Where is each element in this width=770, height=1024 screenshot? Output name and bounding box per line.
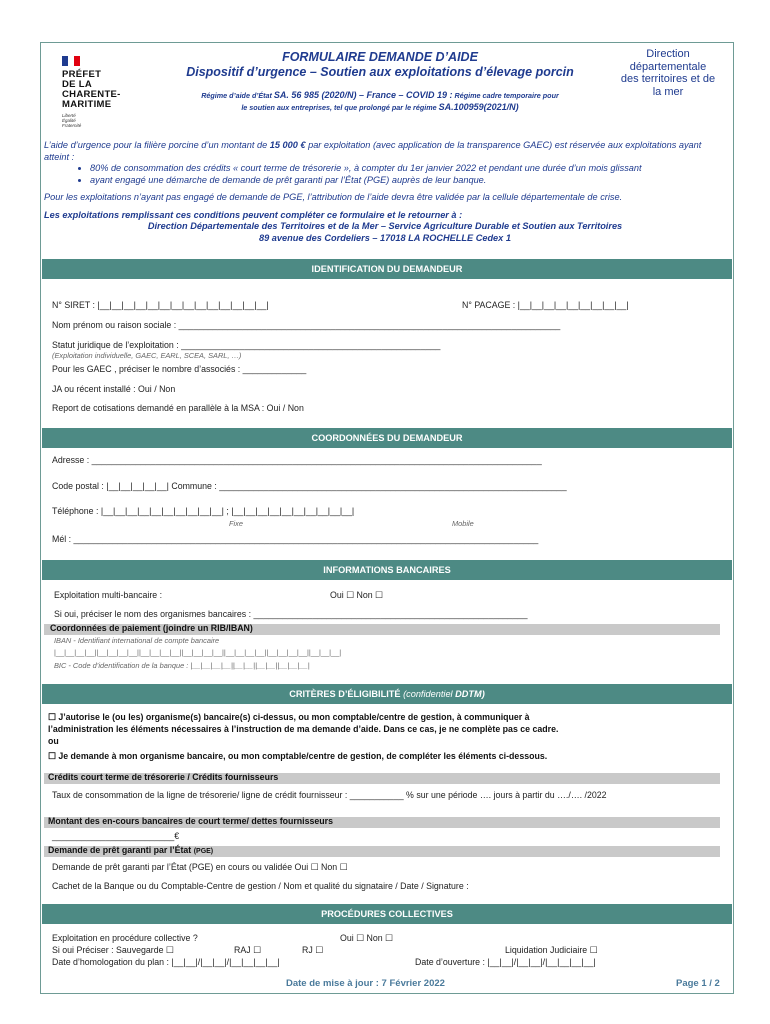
criteria-item: • ayant engagé une démarche de demande de prêt garanti par l’État (PGE) auprès de leur banque. [90,175,726,187]
page-number: Page 1 / 2 [676,978,720,989]
criteres-confidentiel: (confidentiel [403,689,456,699]
taux-field[interactable]: Taux de consommation de la ligne de trésorerie/ ligne de crédit fournisseur : ___________ % sur une période …. jours à partir du …./…. /2022 [52,790,607,800]
intro-text: L’aide d’urgence pour la filière porcine d’un montant de [44,140,270,150]
regime-ref: SA.100959(2021/N) [438,102,519,112]
iban-field[interactable]: |__|__|__|__||__|__|__|__||__|__|__|__||__|__|__|__||__|__|__|__||__|__|__|__||__|__|__| [54,648,342,657]
motto [62,113,81,128]
criteres-ddtm: DDTM) [455,689,485,699]
motto-line: Égalité [62,118,76,123]
section-bancaires: INFORMATIONS BANCAIRES [42,560,732,580]
coord-paiement-title: Coordonnées de paiement (joindre un RIB/IBAN) [50,623,253,633]
organismes-field[interactable]: Si oui, préciser le nom des organismes bancaires : ________________________________________________________ [54,609,528,619]
return-address-1: Direction Départementale des Territoires et de la Mer – Service Agriculture Durable et Soutien aux Territoires [147,221,623,231]
credits-title: Crédits court terme de trésorerie / Crédits fournisseurs [48,772,279,782]
ou-label: ou [48,736,59,746]
iban-label: IBAN - Identifiant international de compte bancaire [54,636,220,645]
statut-hint: (Exploitation individuelle, GAEC, EARL, SCEA, SARL, …) [52,351,242,360]
section-criteres [42,684,732,704]
siret-field[interactable]: N° SIRET : |__|__|__|__|__|__|__|__|__|__|__|__|__|__| [52,300,269,310]
regime-ref: SA. 56 985 (2020/N) – France – COVID 19 : [273,90,453,100]
montant-title: Montant des en-cours bancaires de court terme/ dettes fournisseurs [48,816,333,826]
intro-p2: Pour les exploitations n’ayant pas engagé de demande de PGE, l’attribution de l’aide devra être validée par la cellule départementale de crise. [44,192,623,202]
pge-field[interactable]: Demande de prêt garanti par l’État (PGE) en cours ou validée Oui ☐ Non ☐ [52,862,348,872]
pge-title [48,845,213,855]
direction-line: départementale [629,60,707,73]
mobile-label: Mobile [452,519,474,528]
section-procedures: PROCÉDURES COLLECTIVES [42,904,732,924]
rj-checkbox[interactable]: RJ ☐ [302,945,324,955]
autorisation-checkbox-line1[interactable]: ☐ J’autorise le (ou les) organisme(s) bancaire(s) ci-dessus, ou mon comptable/centre de gestion, à communiquer à [48,712,530,722]
telephone-field[interactable]: Téléphone : |__|__|__|__|__|__|__|__|__|__| ; |__|__|__|__|__|__|__|__|__|__| [52,506,355,516]
section-identification: IDENTIFICATION DU DEMANDEUR [42,259,732,279]
regime-text: Régime cadre temporaire pour [452,91,559,100]
motto-line: Liberté [62,113,76,118]
marianne-logo [62,56,82,66]
prefet-line: DE LA [62,79,92,90]
adresse-field[interactable]: Adresse : ____________________________________________________________________________________________ [52,455,542,465]
raj-checkbox[interactable]: RAJ ☐ [234,945,261,955]
procedure-choice[interactable]: Oui ☐ Non ☐ [340,933,393,943]
pacage-field[interactable]: N° PACAGE : |__|__|__|__|__|__|__|__|__| [462,300,629,310]
prefet-block [62,70,121,110]
sauvegarde-checkbox[interactable]: Si oui Préciser : Sauvegarde ☐ [52,945,174,955]
regime-text: le soutien aux entreprises, tel que prolongé par le régime [241,103,439,112]
intro-p3: Les exploitations remplissant ces conditions peuvent compléter ce formulaire et le retourner à : [44,209,463,220]
demande-checkbox[interactable]: ☐ Je demande à mon organisme bancaire, ou mon comptable/centre de gestion, de compléter les éléments ci-dessous. [48,751,548,761]
direction-line: des territoires et de [620,73,716,85]
update-date: Date de mise à jour : 7 Février 2022 [286,978,445,989]
regime-text: Régime d’aide d’État [201,91,274,100]
regime-line-2 [150,102,610,112]
montant-field[interactable]: _________________________€ [52,831,180,841]
fixe-label: Fixe [229,519,243,528]
ja-field[interactable]: JA ou récent installé : Oui / Non [52,384,176,394]
form-subtitle: Dispositif d’urgence – Soutien aux exploitations d’élevage porcin [186,65,574,79]
cachet-field[interactable]: Cachet de la Banque ou du Comptable-Centre de gestion / Nom et qualité du signataire / Date / Signature : [52,881,469,891]
prefet-line: MARITIME [62,99,112,110]
motto-line: Fraternité [62,123,82,128]
gaec-field[interactable]: Pour les GAEC , préciser le nombre d’associés : _____________ [52,364,307,374]
criteria-item: • 80% de consommation des crédits « court terme de trésorerie », à compter du 1er janvier 2022 et pendant une durée d’un mois glissant [90,163,726,175]
nom-field[interactable]: Nom prénom ou raison sociale : ______________________________________________________________________________ [52,320,561,330]
direction-line: Direction [646,48,690,60]
statut-field[interactable]: Statut juridique de l’exploitation : _____________________________________________________ [52,340,441,350]
intro-block [44,140,726,244]
code-postal-field[interactable]: Code postal : |__|__|__|__|__| Commune : _______________________________________________________________________ [52,481,567,491]
report-field[interactable]: Report de cotisations demandé en parallèle à la MSA : Oui / Non [52,403,304,413]
multi-bancaire-choice[interactable]: Oui ☐ Non ☐ [330,590,383,600]
liquidation-checkbox[interactable]: Liquidation Judiciaire ☐ [505,945,598,955]
procedure-label: Exploitation en procédure collective ? [52,933,198,943]
return-address-2: 89 avenue des Cordeliers – 17018 LA ROCHELLE Cedex 1 [259,232,511,243]
homologation-field[interactable]: Date d’homologation du plan : |__|__|/|__|__|/|__|__|__|__| [52,957,280,967]
regime-line-1 [150,90,610,100]
direction-block [610,48,726,98]
autorisation-checkbox-line2: l’administration les éléments nécessaires à l’instruction de ma demande d’aide. Dans ce cas, je ne complète pas ce cadre. [48,724,559,734]
mel-field[interactable]: Mél : _______________________________________________________________________________________________ [52,534,539,544]
multi-bancaire-label: Exploitation multi-bancaire : [54,590,163,600]
criteres-title: CRITÈRES D’ÉLIGIBILITÉ [289,689,404,699]
direction-line: la mer [652,85,684,98]
pge-abbrev: (PGE) [193,848,214,855]
section-coordonnees: COORDONNÉES DU DEMANDEUR [42,428,732,448]
criteria-list [44,163,726,186]
aid-amount: 15 000 € [269,140,306,150]
bic-field[interactable]: BIC - Code d’identification de la banque : |__|__|__|__||__|__||__|__||__|__|__| [54,661,310,670]
prefet-line: CHARENTE- [62,89,121,100]
pge-title-text: Demande de prêt garanti par l’État [48,845,194,855]
form-title: FORMULAIRE DEMANDE D’AIDE [282,50,478,64]
ouverture-field[interactable]: Date d’ouverture : |__|__|/|__|__|/|__|__|__|__| [415,957,596,967]
intro-p1 [44,140,726,163]
intro-text: par exploitation (avec application de la transparence GAEC) est réservée aux exploitations ayant atteint : [44,140,702,162]
prefet-line: PRÉFET [62,69,102,80]
